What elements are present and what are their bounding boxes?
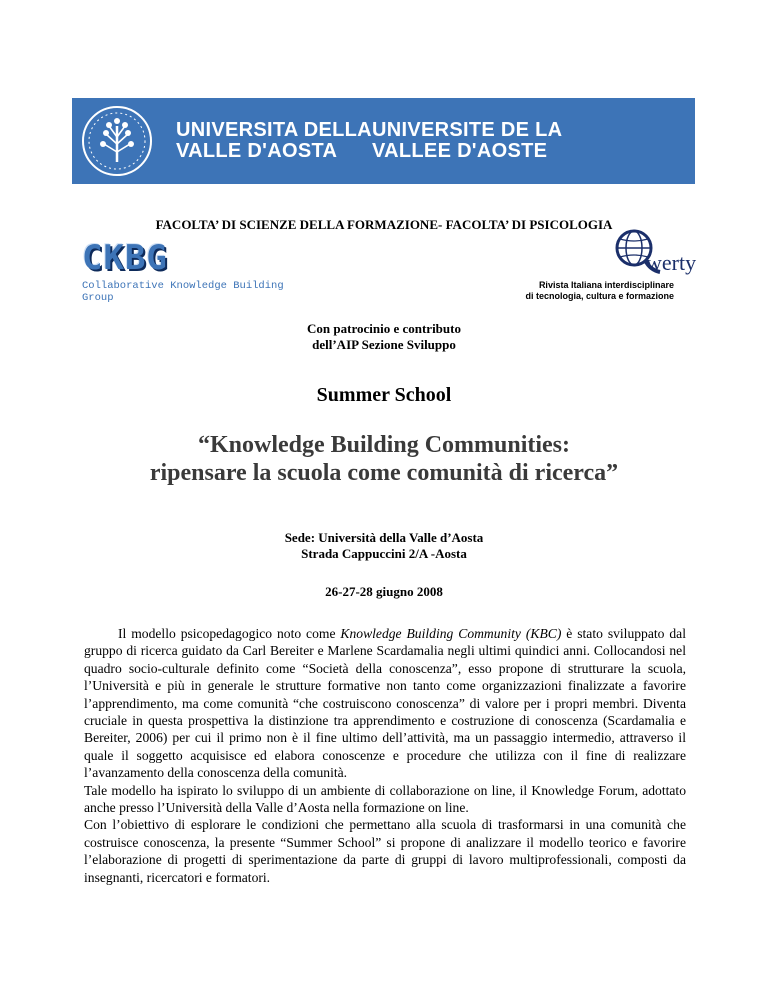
- patronage-line-1: Con patrocinio e contributo: [307, 321, 461, 336]
- paragraph-1-intro: Il modello psicopedagogico noto come: [118, 626, 341, 641]
- paragraph-3: Con l’obiettivo di esplorare le condizioni che permettano alla scuola di trasformarsi in una comunità che costruisce conoscenza, la presente “Summer School” si propone di analizzare il modello teorico e favorire l’elaborazione di progetti di sperimentazione da parte di gruppi di lavoro multiprofessionali, composti da insegnanti, ricercatori e formatori.: [84, 817, 686, 885]
- venue-line-1: Sede: Università della Valle d’Aosta: [284, 530, 484, 545]
- main-title: [0, 431, 768, 487]
- patronage: [0, 321, 768, 353]
- qwerty-subtitle-line-2: di tecnologia, cultura e formazione: [525, 291, 674, 301]
- main-title-line-2: ripensare la scuola come comunità di ricerca”: [149, 460, 619, 486]
- patronage-line-2: dell’AIP Sezione Sviluppo: [312, 337, 456, 352]
- banner-left-line-1: UNIVERSITA DELLA: [176, 119, 372, 141]
- event-dates: 26-27-28 giugno 2008: [325, 584, 443, 599]
- paragraph-1-rest: è stato sviluppato dal gruppo di ricerca guidato da Carl Bereiter e Marlene Scardamalia negli ultimi quindici anni. Collocandosi nel quadro socio-culturale definito come “Società della conoscenza”, esso propone di strutturare la scuola, l’Università e più in generale le strutture formative non tanto come organizzazioni finalizzate a favorire l’apprendimento, ma come comunità “che costruiscono conoscenza” di valore per i propri membri. Diventa cruciale in questa prospettiva la distinzione tra apprendimento e costruzione di conoscenza (Scardamalia e Bereiter, 2006) per cui il primo non è il fine ultimo dell’attività, ma un passaggio intermedio, attraverso il quale il soggetto acquisisce ed elabora conoscenze e procedure che utilizza con il fine di realizzare l’avanzamento della conoscenza della comunità.: [84, 626, 686, 781]
- school-title: Summer School: [316, 384, 452, 406]
- venue-line-2: Strada Cappuccini 2/A -Aosta: [301, 546, 467, 561]
- paragraph-1: [84, 625, 686, 782]
- university-banner: [72, 98, 695, 184]
- ckbg-subtitle: Collaborative Knowledge Building Group: [82, 280, 284, 304]
- faculty-heading: FACOLTA’ DI SCIENZE DELLA FORMAZIONE- FACOLTA’ DI PSICOLOGIA: [155, 217, 613, 232]
- ckbg-logo: CKBG: [82, 238, 168, 278]
- banner-right-line-1: UNIVERSITE DE LA: [372, 119, 563, 141]
- kbc-term: Knowledge Building Community (KBC): [340, 626, 562, 641]
- qwerty-wordmark: werty: [646, 250, 697, 275]
- banner-left-line-2: VALLE D'AOSTA: [176, 140, 338, 162]
- paragraph-2: Tale modello ha ispirato lo sviluppo di un ambiente di collaborazione on line, il Knowledge Forum, adottato anche presso l’Università della Valle d’Aosta nella formazione on line.: [84, 782, 686, 816]
- banner-left-title: [176, 120, 372, 162]
- university-tree-logo-icon: [80, 104, 154, 178]
- description-body: [84, 625, 686, 886]
- main-title-line-1: “Knowledge Building Communities:: [197, 432, 571, 458]
- banner-right-line-2: VALLEE D'AOSTE: [372, 140, 548, 162]
- qwerty-subtitle-line-1: Rivista Italiana interdisciplinare: [538, 280, 674, 290]
- banner-right-title: [372, 120, 562, 162]
- qwerty-subtitle: [525, 280, 674, 302]
- venue: [0, 530, 768, 562]
